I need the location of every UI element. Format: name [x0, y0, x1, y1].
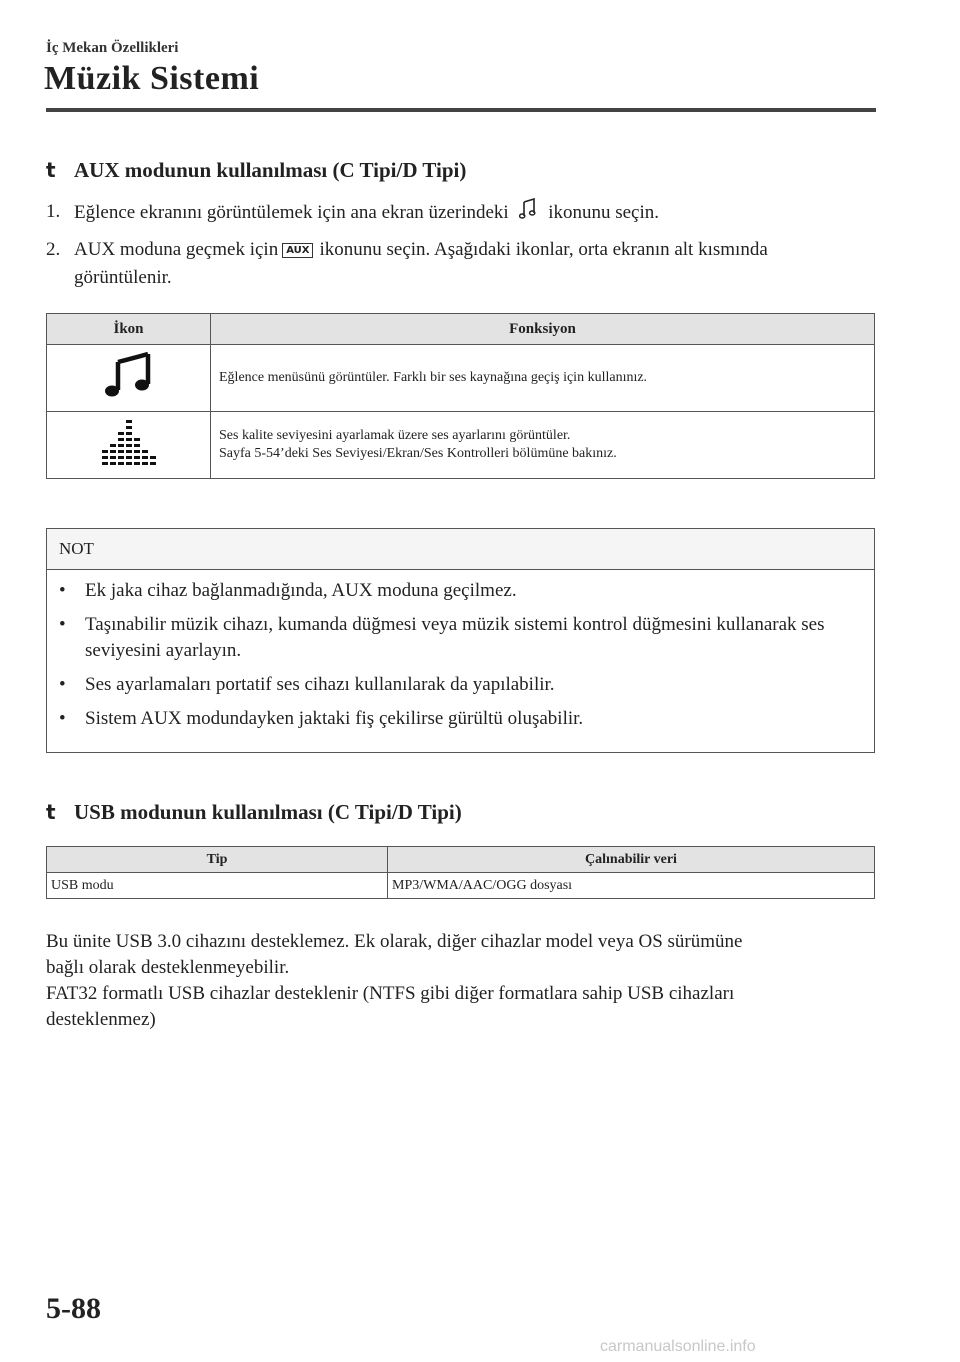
column-header-type: Tip [47, 847, 388, 873]
step-text-end: ikonunu seçin. [548, 201, 660, 223]
step-text: AUX moduna geçmek için [74, 239, 279, 260]
column-header-icon: İkon [47, 314, 211, 345]
usb-type-table [46, 846, 875, 899]
type-cell: USB modu [47, 873, 388, 899]
note-text: Sistem AUX modundayken jaktaki fiş çekilirse gürültü oluşabilir. [85, 708, 584, 729]
table-row [47, 412, 875, 479]
section-title: AUX modunun kullanılması (C Tipi/D Tipi) [74, 158, 467, 182]
step-number: 1. [46, 201, 61, 222]
bullet: • [59, 674, 66, 695]
music-note-icon [519, 198, 537, 229]
page-number: 5-88 [46, 1292, 101, 1325]
section-heading-usb [46, 800, 462, 825]
function-cell [211, 412, 875, 479]
equalizer-icon [101, 453, 157, 470]
bullet: • [59, 708, 66, 729]
list-item [59, 672, 874, 698]
note-text: Ses ayarlamaları portatif ses cihazı kullanılarak da yapılabilir. [85, 674, 555, 695]
music-note-icon [104, 387, 154, 404]
table-row [47, 345, 875, 412]
section-marker: t [46, 800, 56, 824]
step-1 [46, 198, 876, 229]
step-text-end: ikonunu seçin. Aşağıdaki ikonlar, orta ekranın alt kısmında görüntülenir. [74, 239, 768, 288]
para-line: Bu ünite USB 3.0 cihazını desteklemez. Ek olarak, diğer cihazlar model veya OS sürümüne [46, 931, 743, 952]
step-text: Eğlence ekranını görüntülemek için ana ekran üzerindeki [74, 201, 509, 223]
list-item [59, 612, 874, 664]
chapter-label: İç Mekan Özellikleri [46, 40, 179, 56]
section-heading-aux [46, 158, 466, 183]
note-heading: NOT [47, 529, 874, 570]
list-item [59, 578, 874, 604]
note-text: Taşınabilir müzik cihazı, kumanda düğmesi veya müzik sistemi kontrol düğmesini kullanarak ses seviyesini ayarlayın. [85, 614, 825, 661]
column-header-data: Çalınabilir veri [388, 847, 875, 873]
usb-paragraph [46, 929, 876, 1033]
para-line: bağlı olarak desteklenmeyebilir. [46, 957, 290, 978]
icon-function-table [46, 313, 875, 479]
data-cell: MP3/WMA/AAC/OGG dosyası [388, 873, 875, 899]
table-row [47, 873, 875, 899]
icon-cell [47, 345, 211, 412]
bullet: • [59, 580, 66, 601]
para-line: FAT32 formatlı USB cihazlar desteklenir (NTFS gibi diğer formatlara sahip USB cihazları [46, 983, 735, 1004]
icon-cell [47, 412, 211, 479]
step-number: 2. [46, 239, 61, 260]
column-header-function: Fonksiyon [211, 314, 875, 345]
step-2 [46, 236, 846, 292]
title-rule [46, 108, 876, 112]
function-text: Ses kalite seviyesini ayarlamak üzere ses ayarlarını görüntüler. [219, 428, 571, 443]
watermark: carmanualsonline.info [600, 1338, 756, 1355]
aux-icon: AUX [282, 243, 313, 258]
bullet: • [59, 614, 66, 635]
function-text: Sayfa 5-54’deki Ses Seviyesi/Ekran/Ses Kontrolleri bölümüne bakınız. [219, 446, 617, 461]
section-marker: t [46, 158, 56, 182]
page-title: Müzik Sistemi [44, 60, 260, 97]
note-box [46, 528, 875, 753]
note-text: Ek jaka cihaz bağlanmadığında, AUX moduna geçilmez. [85, 580, 517, 601]
para-line: desteklenmez) [46, 1009, 156, 1030]
list-item [59, 706, 874, 732]
function-text: Eğlence menüsünü görüntüler. Farklı bir ses kaynağına geçiş için kullanınız. [219, 370, 648, 385]
section-title: USB modunun kullanılması (C Tipi/D Tipi) [74, 800, 462, 824]
note-list [47, 570, 874, 732]
function-cell [211, 345, 875, 412]
